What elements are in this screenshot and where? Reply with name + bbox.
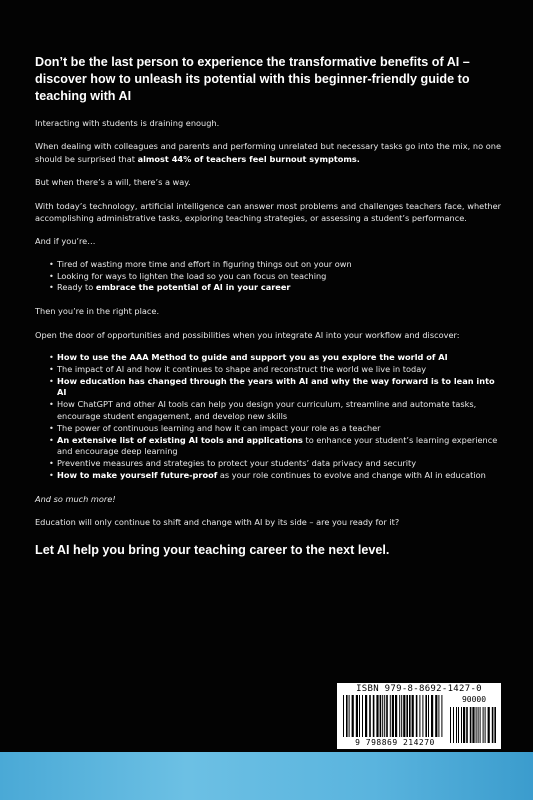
list-item-bold: How to make yourself future-proof xyxy=(57,470,218,481)
ean-barcode-bars xyxy=(342,695,446,737)
cover-text xyxy=(35,54,501,557)
addon-number: 90000 xyxy=(461,695,487,704)
paragraph-5: And if you’re… xyxy=(35,236,96,247)
list-item: • Preventive measures and strategies to protect your students’ data privacy and security xyxy=(51,458,501,470)
list-item-text: Ready to xyxy=(57,282,96,293)
paragraph-2-text: When dealing with colleagues and parents and performing unrelated but necessary tasks go into the mix, no one should be surprised that xyxy=(35,141,501,164)
addon-barcode-bars xyxy=(449,707,499,743)
list-item: • The impact of AI and how it continues to shape and reconstruct the world we live in today xyxy=(51,364,501,376)
list-item-bold: An extensive list of existing AI tools and applications xyxy=(57,434,303,445)
bottom-color-band xyxy=(0,752,533,800)
burnout-stat: almost 44% of teachers feel burnout symptoms. xyxy=(137,153,360,164)
isbn-barcode xyxy=(337,683,501,749)
list-item xyxy=(51,470,501,482)
paragraph-3: But when there’s a will, there’s a way. xyxy=(35,177,191,188)
list-item: • Tired of wasting more time and effort in figuring things out on your own xyxy=(51,259,501,271)
paragraph-2 xyxy=(35,140,501,165)
list-item-bold: How education has changed through the years with AI and why the way forward is to lean into AI xyxy=(57,375,495,398)
paragraph-8: And so much more! xyxy=(35,493,116,504)
headline: Don’t be the last person to experience the transformative benefits of AI – discover how to unleash its potential with this beginner-friendly guide to teaching with AI xyxy=(35,55,470,103)
list-item: • The power of continuous learning and how it can impact your role as a teacher xyxy=(51,423,501,435)
bullet-list-1 xyxy=(35,259,501,294)
closing-line: Let AI help you bring your teaching career to the next level. xyxy=(35,542,390,557)
list-item-text: as your role continues to evolve and change with AI in education xyxy=(217,470,486,481)
list-item-text: to enhance your student’s learning experience and encourage deep learning xyxy=(57,434,498,457)
paragraph-9: Education will only continue to shift and change with AI by its side – are you ready for it? xyxy=(35,517,400,528)
bullet-list-2 xyxy=(35,352,501,482)
paragraph-1: Interacting with students is draining enough. xyxy=(35,118,220,128)
paragraph-7: Open the door of opportunities and possibilities when you integrate AI into your workflow and discover: xyxy=(35,329,460,340)
list-item-bold: embrace the potential of AI in your career xyxy=(95,282,291,293)
list-item xyxy=(51,376,501,400)
list-item xyxy=(51,282,501,294)
isbn-text: ISBN 979-8-8692-1427-0 xyxy=(356,684,482,694)
ean-number: 9 798869 214270 xyxy=(355,738,435,747)
list-item: • Looking for ways to lighten the load so you can focus on teaching xyxy=(51,271,501,283)
list-item: • How ChatGPT and other AI tools can help you design your curriculum, streamline and automate tasks, encourage student engagement, and develop new skills xyxy=(51,399,501,423)
paragraph-6: Then you’re in the right place. xyxy=(35,306,160,317)
list-item xyxy=(51,352,501,364)
list-item xyxy=(51,435,501,459)
list-item-bold: How to use the AAA Method to guide and support you as you explore the world of AI xyxy=(57,352,448,363)
paragraph-4: With today’s technology, artificial intelligence can answer most problems and challenges teachers face, whether accomplishing administrative tasks, exploring teaching strategies, or assessing a student’s performance. xyxy=(35,200,501,224)
